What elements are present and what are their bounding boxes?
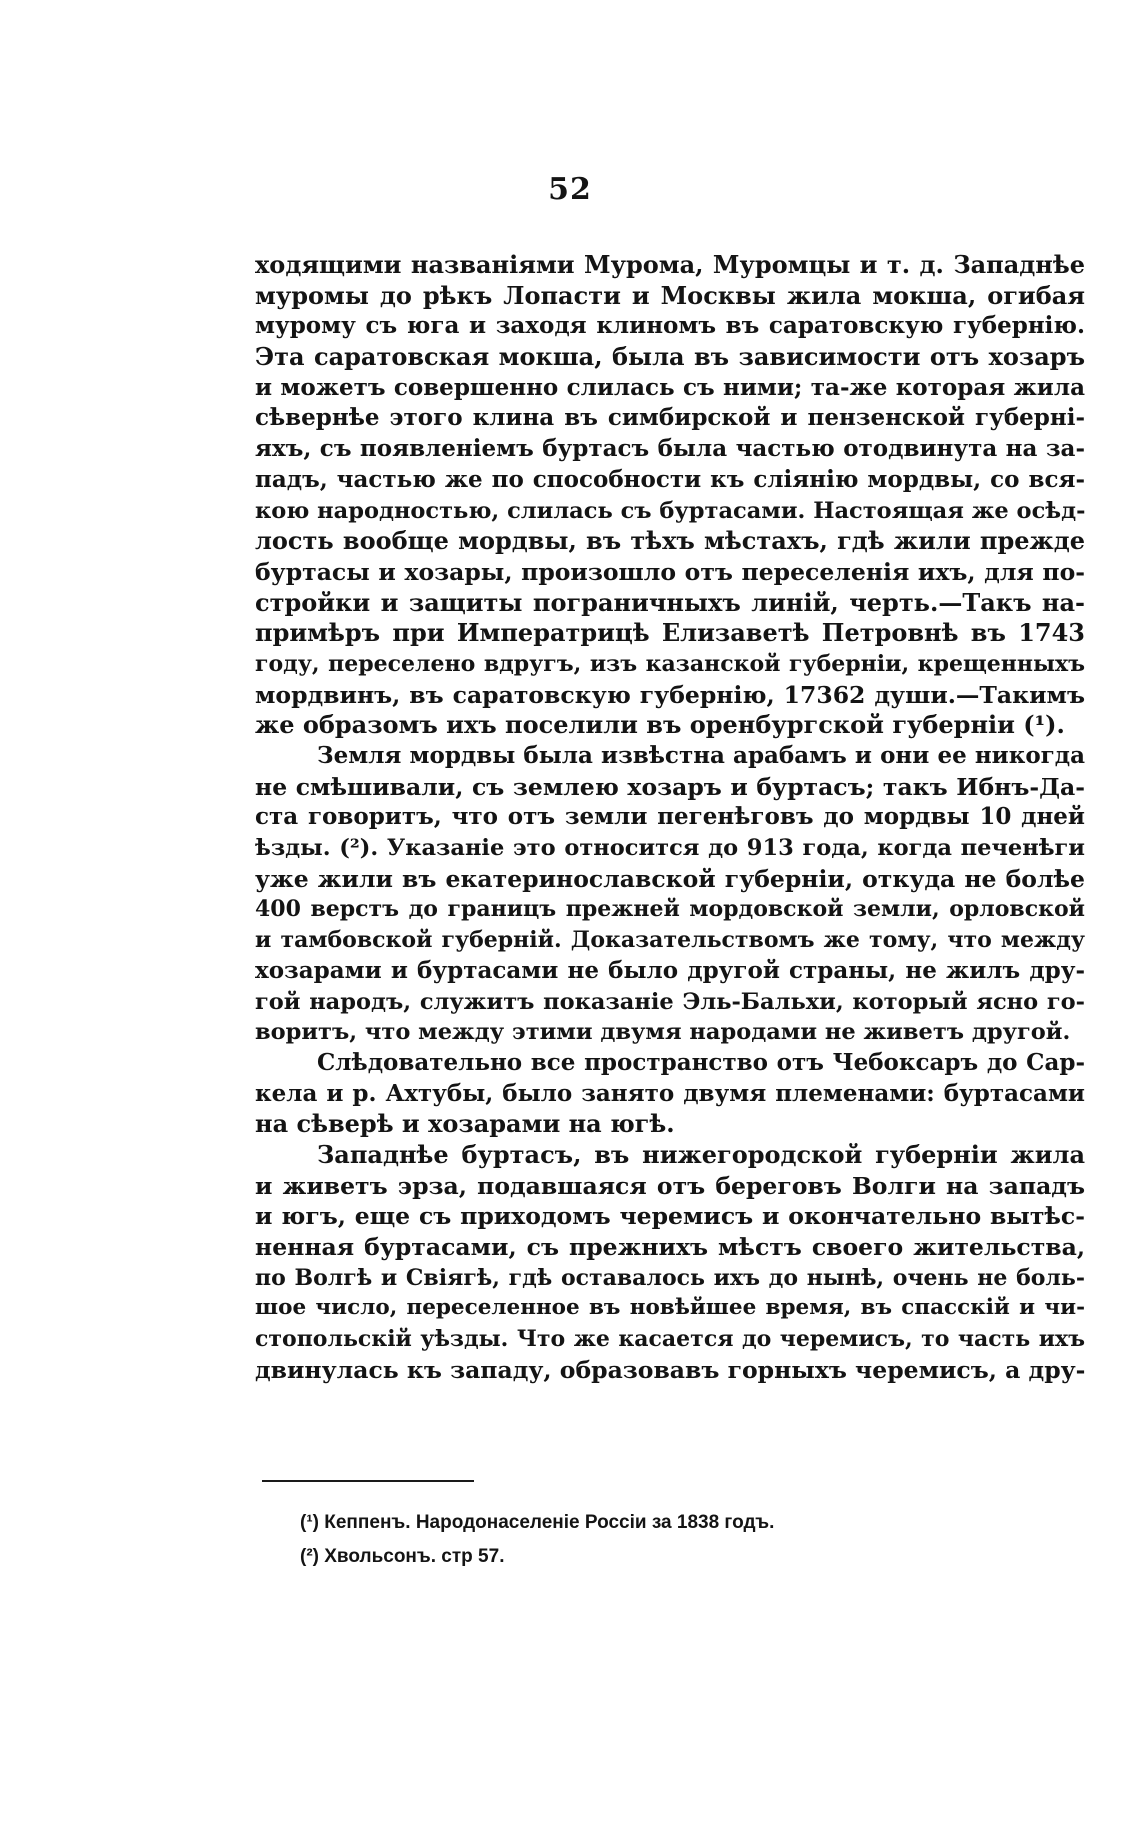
footnote: (²) Хвольсонъ. стр 57. xyxy=(300,1546,505,1567)
text-line: и живетъ эрза, подавшаяся отъ береговъ Волги на западъ xyxy=(255,1171,1085,1200)
text-line: мордвинъ, въ саратовскую губернію, 17362 души.—Такимъ xyxy=(255,680,1085,709)
text-line: и можетъ совершенно слилась съ ними; та-же которая жила xyxy=(255,373,1085,401)
text-line: сѣвернѣе этого клина въ симбирской и пензенской губерні- xyxy=(255,404,1085,432)
text-line: и югъ, еще съ приходомъ черемисъ и окончательно вытѣс- xyxy=(255,1202,1085,1231)
text-line: уже жили въ екатеринославской губерніи, откуда не болѣе xyxy=(255,864,1085,893)
text-line: муромы до рѣкъ Лопасти и Москвы жила мокша, огибая xyxy=(255,280,1085,310)
body-text xyxy=(255,250,1085,1385)
text-line: хозарами и буртасами не было другой страны, не жилъ дру- xyxy=(255,956,1085,984)
text-line: падъ, частью же по способности къ слiянiю мордвы, со вся- xyxy=(255,465,1085,493)
text-line: двинулась къ западу, образовавъ горныхъ черемисъ, а дру- xyxy=(255,1355,1085,1384)
text-line: ходящими названіями Мурома, Муромцы и т. д. Западнѣе xyxy=(255,250,1085,279)
text-line: мурому съ юга и заходя клиномъ въ саратовскую губернію. xyxy=(255,312,1085,340)
text-line: шое число, переселенное въ новѣйшее время, въ спасскій и чи- xyxy=(255,1295,1085,1321)
text-line: стройки и защиты пограничныхъ линій, черть.—Такъ на- xyxy=(255,587,1085,617)
text-line: Западнѣе буртасъ, въ нижегородской губерніи жила xyxy=(317,1139,1085,1169)
text-line: воритъ, что между этими двумя народами не живетъ другой. xyxy=(255,1019,1071,1046)
text-line: по Волгѣ и Свіягѣ, гдѣ оставалось ихъ до нынѣ, очень не боль- xyxy=(255,1264,1085,1291)
text-line: стопольскій уѣзды. Что же касается до черемисъ, то часть ихъ xyxy=(255,1326,1085,1353)
text-line: же образомъ ихъ поселили въ оренбургской губерніи (¹). xyxy=(255,710,1065,740)
page-number: 52 xyxy=(548,172,592,207)
text-line: 400 верстъ до границъ прежней мордовской земли, орловской xyxy=(255,896,1085,923)
text-line: ѣзды. (²). Указаніе это относится до 913 года, когда печенѣги xyxy=(255,835,1085,862)
text-line: и тамбовской губерній. Доказательствомъ же тому, что между xyxy=(255,927,1085,954)
text-line: Эта саратовская мокша, была въ зависимости отъ хозаръ xyxy=(255,342,1085,372)
footnotes xyxy=(300,1506,1000,1574)
text-line: Слѣдовательно все пространство отъ Чебоксаръ до Сар- xyxy=(317,1048,1085,1076)
text-line: кою народностью, слилась съ буртасами. Настоящая же осѣд- xyxy=(255,497,1085,524)
text-line: на сѣверѣ и хозарами на югѣ. xyxy=(255,1109,675,1139)
text-line: примѣръ при Императрицѣ Елизаветѣ Петровнѣ въ 1743 xyxy=(255,618,1085,648)
text-line: кела и р. Ахтубы, было занято двумя племенами: буртасами xyxy=(255,1079,1085,1107)
text-line: не смѣшивали, съ землею хозаръ и буртасъ; такъ Ибнъ-Да- xyxy=(255,772,1085,801)
text-line: гой народъ, служитъ показаніе Эль-Бальхи, который ясно го- xyxy=(255,988,1085,1015)
text-line: яхъ, съ появленіемъ буртасъ была частью отодвинута на за- xyxy=(255,435,1085,463)
text-line: Земля мордвы была извѣстна арабамъ и они ее никогда xyxy=(317,742,1085,769)
footnote-divider xyxy=(262,1480,474,1482)
text-line: лость вообще мордвы, въ тѣхъ мѣстахъ, гдѣ жили прежде xyxy=(255,526,1085,556)
footnote: (¹) Кеппенъ. Народонаселеніе Россіи за 1838 годъ. xyxy=(300,1512,775,1533)
text-line: году, переселено вдругъ, изъ казанской губерніи, крещенныхъ xyxy=(255,650,1085,677)
text-line: ста говоритъ, что отъ земли пегенѣговъ до мордвы 10 дней xyxy=(255,803,1085,831)
text-line: ненная буртасами, съ прежнихъ мѣстъ своего жительства, xyxy=(255,1233,1085,1261)
text-line: буртасы и хозары, произошло отъ переселенія ихъ, для по- xyxy=(255,557,1085,586)
